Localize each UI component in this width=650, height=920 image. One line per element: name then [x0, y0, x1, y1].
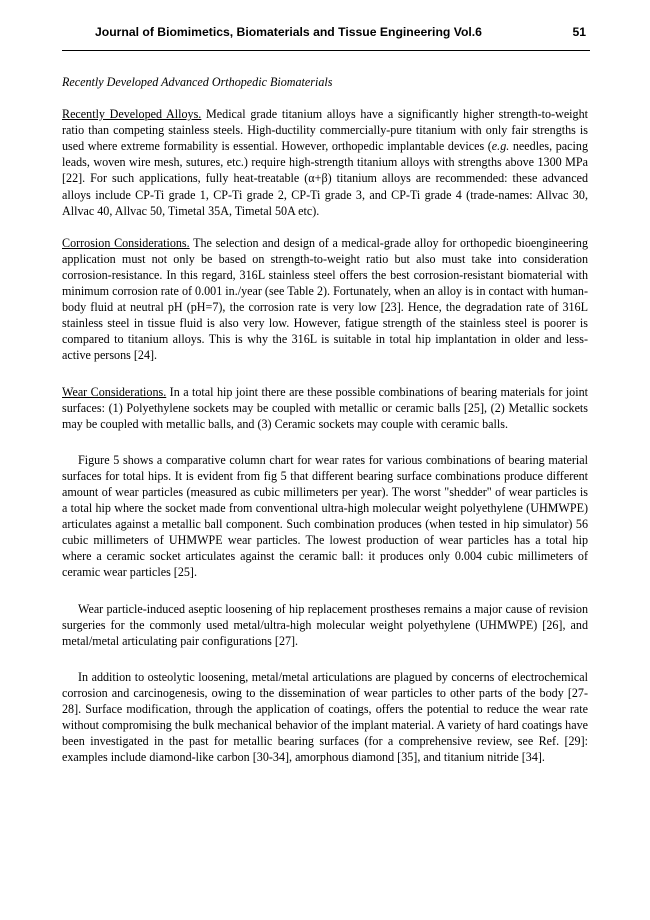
alloys-eg: e.g. [491, 139, 510, 154]
paragraph-wear [62, 384, 588, 432]
article-body [62, 74, 588, 765]
journal-title: Journal of Biomimetics, Biomaterials and Tissue Engineering Vol.6 [95, 25, 482, 39]
paragraph-figure5: Figure 5 shows a comparative column chart for wear rates for various combinations of bearing material surfaces for total hips. It is evident from fig 5 that different bearing surface combinations produce different amount of wear particles (measured as cubic millimeters per year). The worst "shedder" of wear particles is a total hip where the socket made from conventional ultra-high molecular weight polyethylene (UHMWPE) articulates against a metallic ball component. Such combination produces (when tested in hip simulator) 56 cubic millimeters of UHMWPE wear particles. The lowest production of wear particles has a total hip where a ceramic socket articulates against the ceramic ball: it produces only 0.004 cubic millimeters of ceramic wear particles [25]. [62, 452, 588, 580]
heading-alloys: Recently Developed Alloys. [62, 107, 202, 122]
section-title: Recently Developed Advanced Orthopedic Biomaterials [62, 75, 333, 89]
paragraph-alloys [62, 106, 588, 219]
wear-text: In a total hip joint there are these possible combinations of bearing materials for joint surfaces: (1) Polyethylene sockets may be coupled with metallic or ceramic balls [25], (2) Metallic sockets may be coupled with metallic balls, and (3) Ceramic sockets may couple with ceramic balls. [62, 384, 588, 431]
corrosion-text: The selection and design of a medical-grade alloy for orthopedic bioengineering application must not only be based on strength-to-weight ratio but also must take into consideration corrosion-resistance. In this regard, 316L stainless steel offers the best corrosion-resistant biomaterial with minimum corrosion rate of 0.001 in./year (see Table 2). Fortunately, when an alloy is in contact with human-body fluid at neutral pH (pH=7), the corrosion rate is very low [23]. Hence, the degradation rate of 316L stainless steel in tissue fluid is also very low. However, fatigue strength of the stainless steel is poorer is compared to titanium alloys. This is why the 316L is suitable in total hip implantation in older and less-active persons [24]. [62, 235, 588, 363]
paragraph-loosening: Wear particle-induced aseptic loosening of hip replacement prostheses remains a major cause of revision surgeries for the commonly used metal/ultra-high molecular weight polyethylene (UHMWPE) [26], and metal/metal articulating pair configurations [27]. [62, 601, 588, 648]
paragraph-osteolytic: In addition to osteolytic loosening, metal/metal articulations are plagued by concerns of electrochemical corrosion and carcinogenesis, owing to the dissemination of wear particles to other parts of the body [27-28]. Surface modification, through the application of coatings, offers the potential to reduce the wear rate without compromising the bulk mechanical behavior of the implant material. A variety of hard coatings have been investigated in the past for metallic bearing surfaces (for a comprehensive review, see Ref. [29]: examples include diamond-like carbon [30-34], amorphous diamond [35], and titanium nitride [34]. [62, 669, 588, 765]
heading-wear: Wear Considerations. [62, 384, 167, 399]
heading-corrosion: Corrosion Considerations. [62, 235, 190, 250]
alloys-text-1: Medical grade titanium alloys have a significantly higher strength-to-weight ratio than competing stainless steels. High-ductility commercially-pure titanium with only fair strengths is used where extreme formability is essential. However, orthopedic implantable devices ( [62, 107, 589, 154]
paragraph-corrosion [62, 235, 588, 364]
page-number: 51 [572, 25, 586, 39]
alloys-text-2: needles, pacing leads, woven wire mesh, sutures, etc.) require high-strength titanium alloys with strengths above 1300 MPa [22]. For such applications, fully heat-treatable (α+β) titanium alloys are recommended: these advanced alloys include CP-Ti grade 1, CP-Ti grade 2, CP-Ti grade 3, and CP-Ti grade 4 (trade-names: Allvac 30, Allvac 40, Allvac 50, Timetal 35A, Timetal 50A etc). [62, 139, 588, 218]
running-header [62, 22, 590, 51]
